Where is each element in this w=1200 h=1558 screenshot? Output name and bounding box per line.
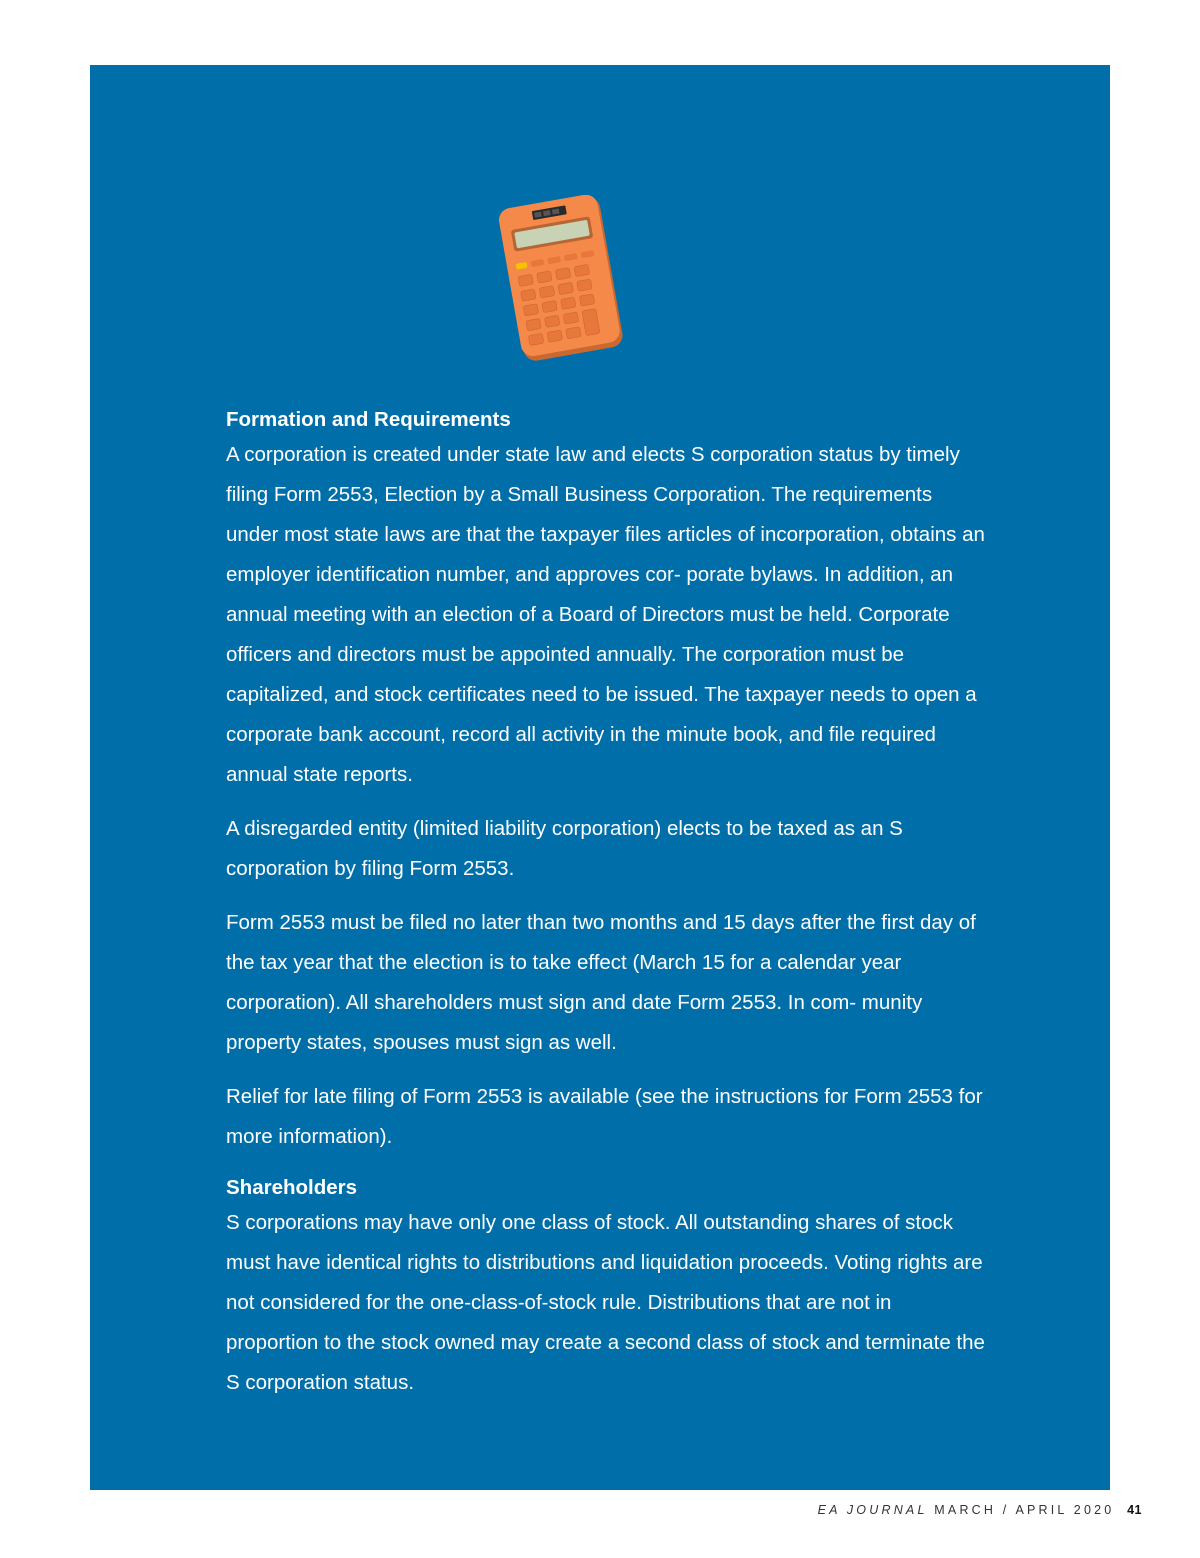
- page-number: 41: [1127, 1503, 1142, 1517]
- paragraph-formation-1: A corporation is created under state law and elects S corporation status by timely filing Form 2553, Election by a Small Business Corporation. The requirements under most state laws are that the taxpayer files articles of incorporation, obtains an employer identification number, and approves cor- porate bylaws. In addition, an annual meeting with an election of a Board of Directors must be held. Corporate officers and directors must be appointed annually. The corporation must be capitalized, and stock certificates need to be issued. The taxpayer needs to open a corporate bank account, record all activity in the minute book, and file required annual state reports.: [226, 443, 985, 786]
- blue-content-panel: [90, 65, 1110, 1490]
- page-footer: [818, 1503, 1142, 1517]
- issue-date: MARCH / APRIL 2020: [934, 1503, 1115, 1517]
- section-heading-shareholders: Shareholders: [226, 1176, 358, 1199]
- section-heading-formation: Formation and Requirements: [226, 408, 511, 431]
- paragraph-shareholders-1: S corporations may have only one class of stock. All outstanding shares of stock must have identical rights to distributions and liquidation proceeds. Voting rights are not considered for the one-class-of-stock rule. Distributions that are not in proportion to the stock owned may create a second class of stock and terminate the S corporation status.: [226, 1211, 985, 1394]
- journal-name: EA JOURNAL: [817, 1503, 928, 1517]
- calculator-illustration: [498, 195, 626, 363]
- paragraph-formation-2: A disregarded entity (limited liability corporation) elects to be taxed as an S corporation by filing Form 2553.: [226, 817, 903, 880]
- calculator-icon: [498, 195, 626, 363]
- paragraph-formation-3: Form 2553 must be filed no later than two months and 15 days after the first day of the tax year that the election is to take effect (March 15 for a calendar year corporation). All shareholders must sign and date Form 2553. In com- munity property states, spouses must sign as well.: [226, 911, 976, 1054]
- paragraph-formation-4: Relief for late filing of Form 2553 is available (see the instructions for Form 2553 for more information).: [226, 1085, 983, 1148]
- article-body: [226, 407, 986, 1417]
